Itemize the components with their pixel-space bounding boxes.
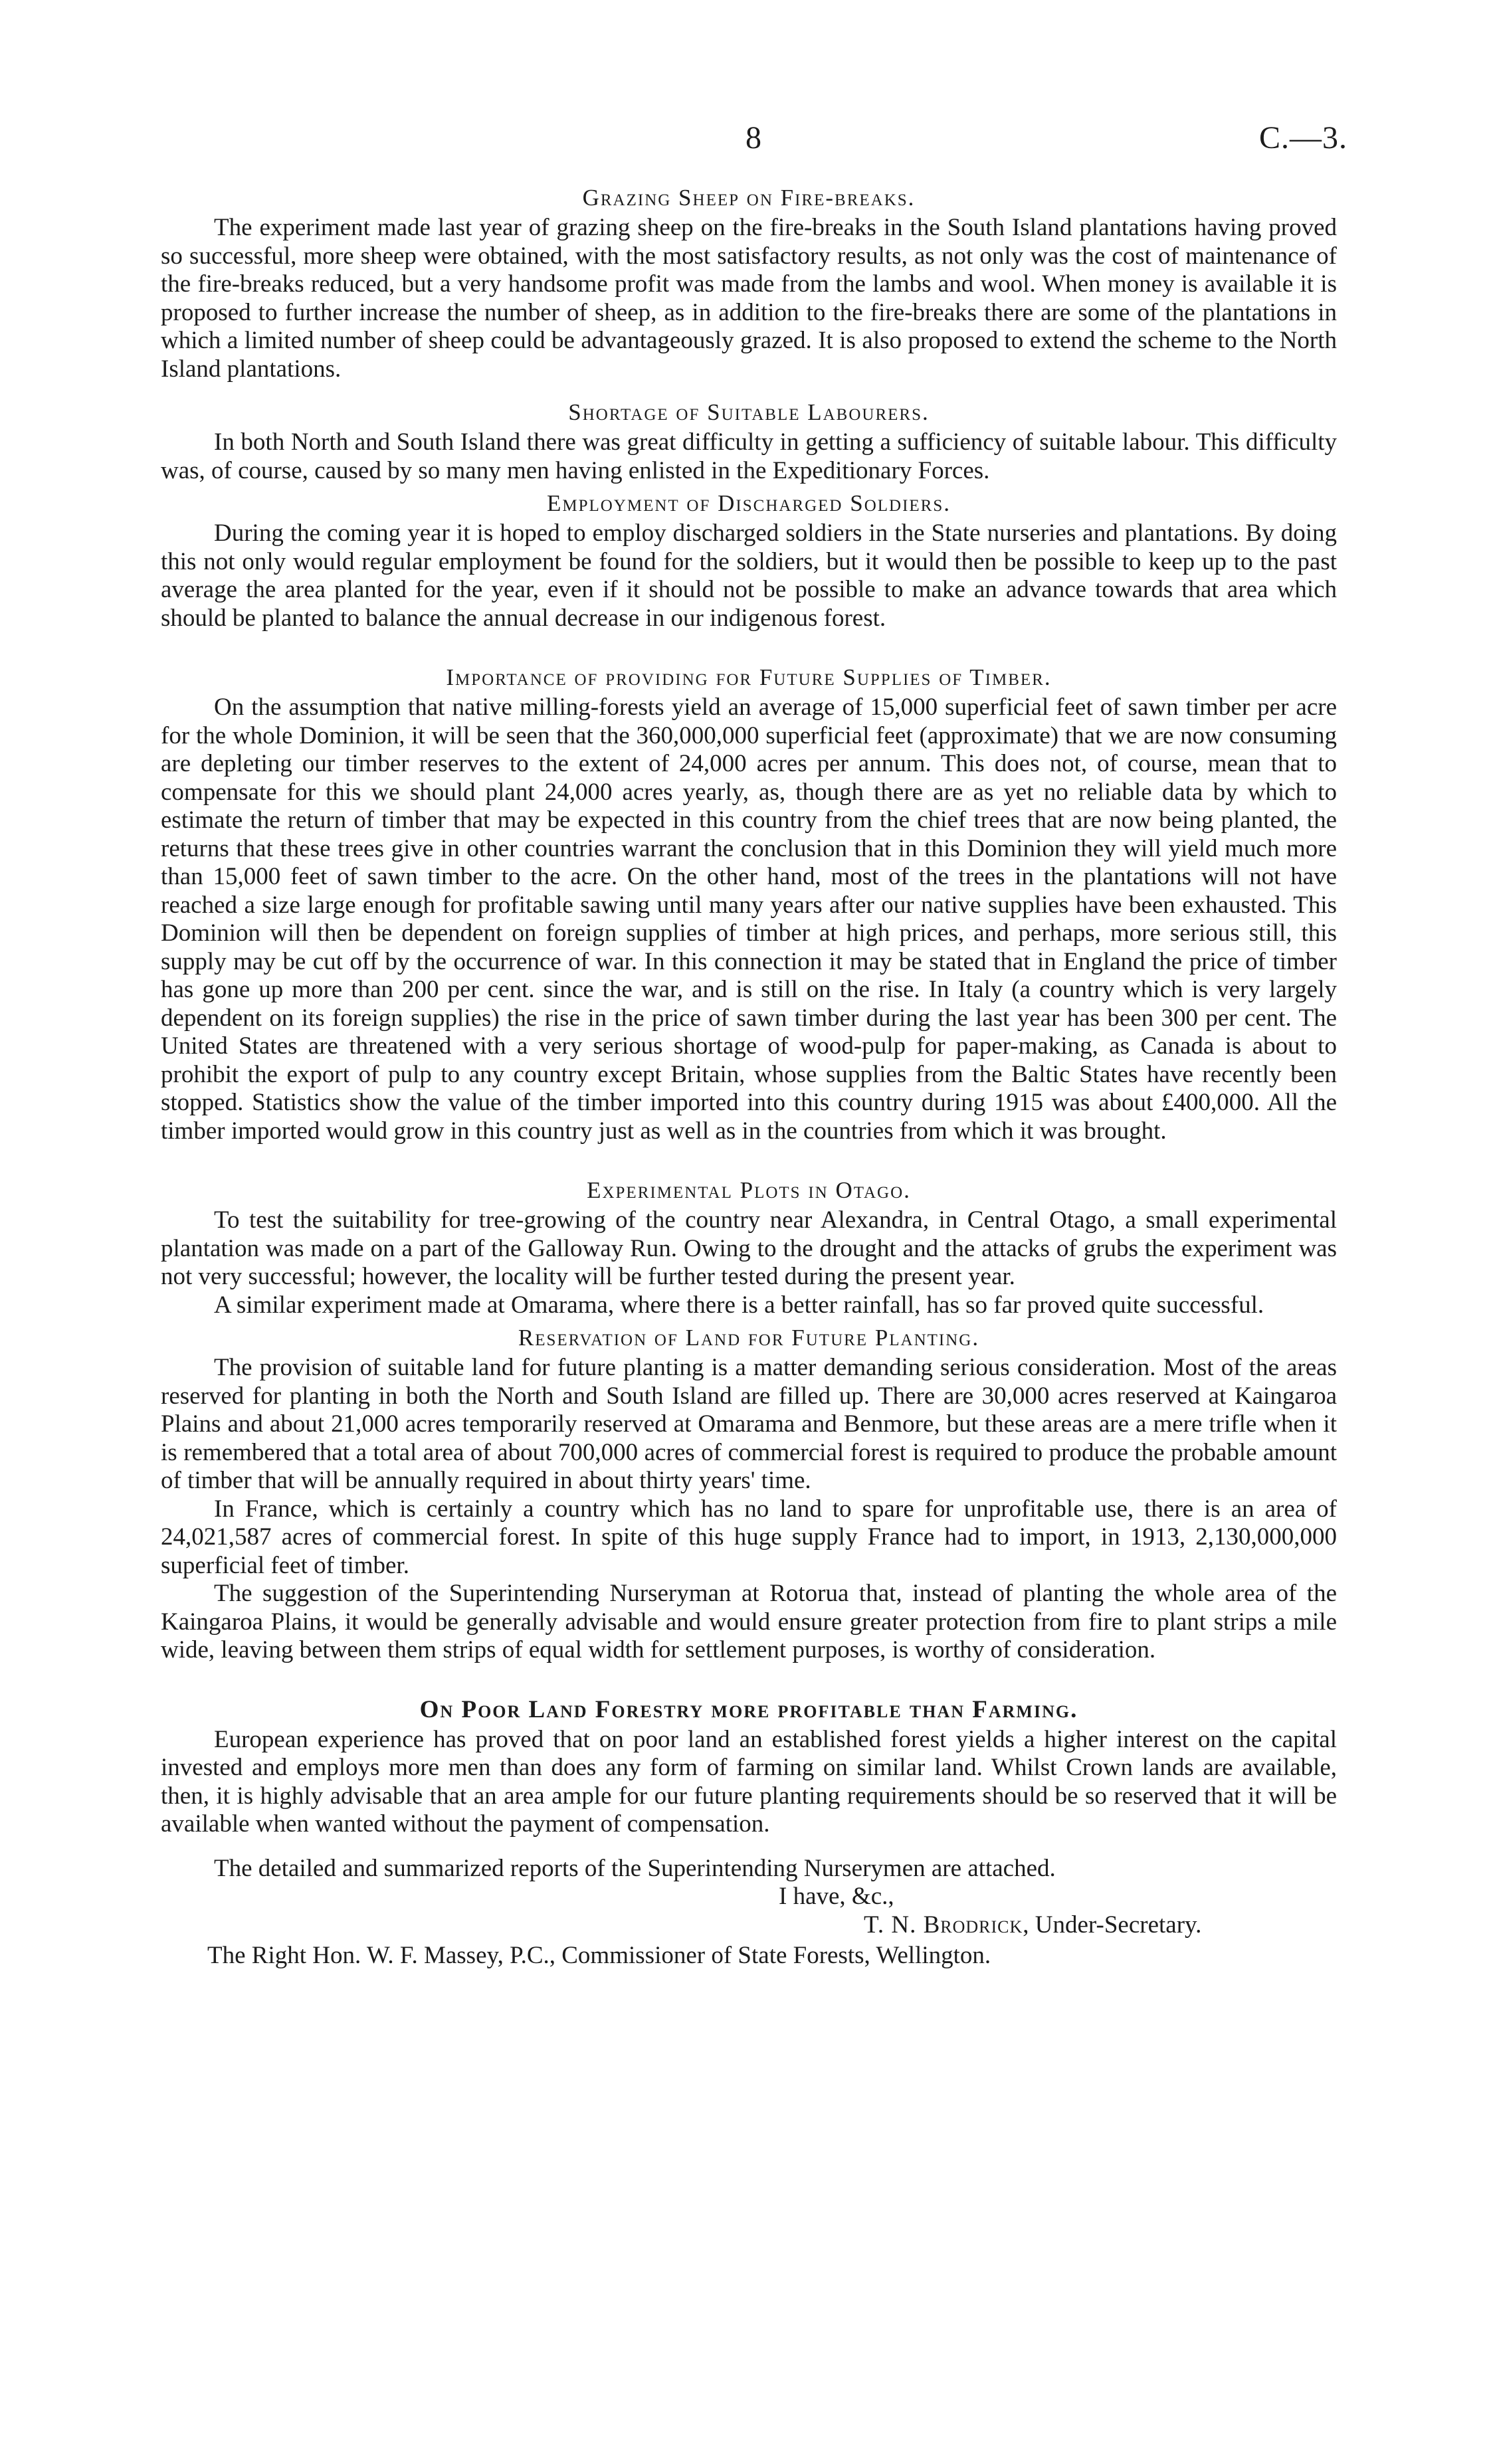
- section-discharged-soldiers: [161, 489, 1337, 632]
- paragraph: The suggestion of the Superintending Nurseryman at Rotorua that, instead of planting the whole area of the Kaingaroa Plains, it would be generally advisable and would ensure greater protection from fire to plant strips a mile wide, leaving between them strips of equal width for settlement purposes, is worthy of consideration.: [161, 1580, 1337, 1663]
- paragraph: The experiment made last year of grazing sheep on the fire-breaks in the South Island plantations having proved so successful, more sheep were obtained, with the most satisfactory results, as not only was the cost of maintenance of the fire-breaks reduced, but a very handsome profit was made from the lambs and wool. When money is available it is proposed to further increase the number of sheep, as in addition to the fire-breaks there are some of the plantations in which a limited number of sheep could be advantageously grazed. It is also proposed to extend the scheme to the North Island plantations.: [161, 214, 1337, 383]
- signatory-title: , Under-Secretary.: [1023, 1911, 1202, 1939]
- section-heading: Reservation of Land for Future Planting.: [518, 1325, 980, 1351]
- section-experimental-plots: [161, 1176, 1337, 1319]
- section-grazing-sheep: [161, 183, 1337, 383]
- section-shortage-labourers: [161, 398, 1337, 485]
- signature: [161, 1911, 1337, 1940]
- paragraph: The provision of suitable land for future planting is a matter demanding serious consideration. Most of the areas reserved for planting in both the North and South Island are filled up. There are 30,000 acres reserved at Kaingaroa Plains and about 21,000 acres temporarily reserved at Omarama and Benmore, but these areas are a mere trifle when it is remembered that a total area of about 700,000 acres of commercial forest is required to produce the probable amount of timber that will be annually required in about thirty years' time.: [161, 1354, 1337, 1494]
- page-header: [161, 120, 1347, 179]
- section-heading: Shortage of Suitable Labourers.: [568, 399, 930, 425]
- section-land-reservation: [161, 1323, 1337, 1665]
- section-future-timber: [161, 663, 1337, 1145]
- closing-block: [161, 1855, 1337, 1970]
- paragraph: To test the suitability for tree-growing of the country near Alexandra, in Central Otago, a small experimental plantation was made on a part of the Galloway Run. Owing to the drought and the attacks of grubs the experiment was not very successful; however, the locality will be further tested during the present year.: [161, 1206, 1337, 1290]
- paragraph: During the coming year it is hoped to employ discharged soldiers in the State nurseries and plantations. By doing this not only would regular employment be found for the soldiers, but it would then be possible to keep up to the past average the area planted for the year, even if it should not be possible to make an advance towards that area which should be planted to balance the annual decrease in our indigenous forest.: [161, 520, 1337, 632]
- paragraph: European experience has proved that on poor land an established forest yields a higher interest on the capital invested and employs more men than does any form of farming on similar land. Whilst Crown lands are available, then, it is highly advisable that an area ample for our future planting requirements should be so reserved that it will be available when wanted without the payment of compensation.: [161, 1725, 1337, 1838]
- reports-note: The detailed and summarized reports of the Superintending Nurserymen are attached.: [214, 1854, 1056, 1882]
- paragraph: On the assumption that native milling-forests yield an average of 15,000 superficial feet of sawn timber per acre for the whole Dominion, it will be seen that the 360,000,000 superficial feet (approximate) that we are now consuming are depleting our timber reserves to the extent of 24,000 acres per annum. This does not, of course, mean that to compensate for this we should plant 24,000 acres yearly, as, though there are as yet no reliable data by which to estimate the return of timber that may be expected in this country from the chief trees that are now being planted, the returns that these trees give in other countries warrant the conclusion that in this Dominion they will yield much more than 15,000 feet of sawn timber to the acre. On the other hand, most of the trees in the plantations will not have reached a size large enough for profitable sawing until many years after our native supplies have been exhausted. This Dominion will then be dependent on foreign supplies of timber at high prices, and perhaps, more serious still, this supply may be cut off by the occurrence of war. In this connection it may be stated that in England the price of timber has gone up more than 200 per cent. since the war, and is still on the rise. In Italy (a country which is very largely dependent on its foreign supplies) the rise in the price of sawn timber during the last year has been 300 per cent. The United States are threatened with a very serious shortage of wood-pulp for paper-making, as Canada is about to prohibit the export of pulp to any country except Britain, whose supplies from the Baltic States have recently been stopped. Statistics show the value of the timber imported into this country during 1915 was about £400,000. All the timber imported would grow in this country just as well as in the countries from which it was brought.: [161, 694, 1337, 1145]
- paragraph: A similar experiment made at Omarama, where there is a better rainfall, has so far proved quite successful.: [214, 1291, 1264, 1319]
- greeting: I have, &c.,: [779, 1883, 894, 1910]
- document-page: [161, 120, 1347, 1970]
- section-heading: Experimental Plots in Otago.: [587, 1177, 911, 1203]
- section-poor-land-forestry: [161, 1695, 1337, 1839]
- page-number: 8: [746, 120, 761, 155]
- signatory-name: T. N. Brodrick: [864, 1911, 1023, 1939]
- paragraph: In both North and South Island there was great difficulty in getting a sufficiency of suitable labour. This difficulty was, of course, caused by so many men having enlisted in the Expeditionary Forces.: [161, 428, 1337, 484]
- section-heading: Grazing Sheep on Fire-breaks.: [582, 185, 916, 211]
- section-heading: On Poor Land Forestry more profitable than Farming.: [419, 1695, 1078, 1723]
- addressee: The Right Hon. W. F. Massey, P.C., Commissioner of State Forests, Wellington.: [207, 1942, 991, 1969]
- document-code: C.—3.: [1258, 120, 1347, 155]
- section-heading: Importance of providing for Future Supplies of Timber.: [446, 664, 1052, 690]
- paragraph: In France, which is certainly a country which has no land to spare for unprofitable use, there is an area of 24,021,587 acres of commercial forest. In spite of this huge supply France had to import, in 1913, 2,130,000,000 superficial feet of timber.: [161, 1495, 1337, 1579]
- section-heading: Employment of Discharged Soldiers.: [546, 490, 951, 516]
